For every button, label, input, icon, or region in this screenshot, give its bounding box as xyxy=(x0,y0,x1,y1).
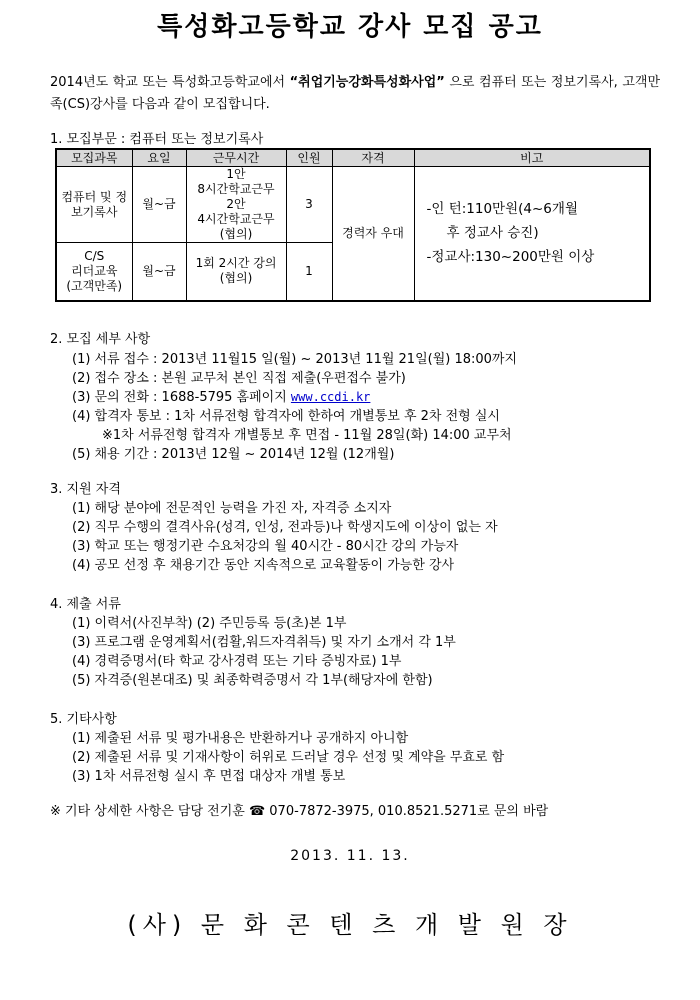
intro-text-after: 으로 컴퓨터 또는 정보기록사, 고객만족(CS)강사를 다음과 같이 모집합니다. xyxy=(50,75,660,112)
recruitment-table xyxy=(55,148,651,302)
section5-heading: 5. 기타사항 xyxy=(50,712,117,727)
col-header-qualification: 자격 xyxy=(332,149,414,167)
cell-days: 월~금 xyxy=(132,243,186,301)
notice-title: 특성화고등학교 강사 모집 공고 xyxy=(157,12,543,42)
section2-heading: 2. 모집 세부 사항 xyxy=(50,332,151,347)
subject-line: (고객만족) xyxy=(66,278,123,293)
section1-heading: 1. 모집부문 : 컴퓨터 또는 정보기록사 xyxy=(50,132,264,147)
notice-date: 2013. 11. 13. xyxy=(290,848,410,864)
section2-item: (5) 채용 기간 : 2013년 12월 ~ 2014년 12월 (12개월) xyxy=(72,447,395,462)
hours-line: (협의) xyxy=(219,227,253,241)
program-name: “취업기능강화특성화사업” xyxy=(289,75,445,90)
hours-line: 1회 2시간 강의 xyxy=(195,256,277,271)
cell-count: 1 xyxy=(286,243,332,301)
organization-signature: (사) 문 화 콘 텐 츠 개 발 원 장 xyxy=(127,911,573,939)
website-link[interactable]: www.ccdi.kr xyxy=(290,390,371,404)
cell-qualification: 경력자 우대 xyxy=(332,167,414,301)
section4-item: (3) 프로그램 운영계획서(컴활,워드자격취득) 및 자기 소개서 각 1부 xyxy=(72,635,456,650)
cell-days: 월~금 xyxy=(132,167,186,243)
section4-item: (1) 이력서(사진부착) (2) 주민등록 등(초)본 1부 xyxy=(72,616,347,631)
cell-subject: 컴퓨터 및 정보기록사 xyxy=(56,167,132,243)
cell-remarks xyxy=(414,167,650,301)
section2-item: (4) 합격자 통보 : 1차 서류전형 합격자에 한하여 개별통보 후 2차 전형 실시 xyxy=(72,409,500,424)
remark-line: 후 정교사 승진) xyxy=(446,225,539,242)
hours-line: 1안 xyxy=(226,167,246,181)
telephone-icon: ☎ xyxy=(248,804,266,819)
contact-note xyxy=(50,800,548,819)
section2-item-contact xyxy=(72,386,370,405)
cell-hours xyxy=(186,243,286,301)
hours-line: 2안 xyxy=(226,197,246,211)
section4-item: (4) 경력증명서(타 학교 강사경력 또는 기타 증빙자료) 1부 xyxy=(72,654,402,669)
hours-line: (협의) xyxy=(219,271,253,286)
remark-line: -정교사:130~200만원 이상 xyxy=(426,249,595,266)
hours-line: 4시간학교근무 xyxy=(197,212,275,226)
section4-item: (5) 자격증(원본대조) 및 최종학력증명서 각 1부(해당자에 한함) xyxy=(72,673,433,688)
subject-line: 리더교육 xyxy=(71,263,118,278)
contact-text: (3) 문의 전화 : 1688-5795 홈페이지 xyxy=(72,390,291,405)
col-header-days: 요일 xyxy=(132,149,186,167)
col-header-subject: 모집과목 xyxy=(56,149,132,167)
section5-item: (1) 제출된 서류 및 평가내용은 반환하거나 공개하지 아니함 xyxy=(72,731,409,746)
section3-item: (4) 공모 선정 후 채용기간 동안 지속적으로 교육활동이 가능한 강사 xyxy=(72,558,455,573)
intro-text-before: 2014년도 학교 또는 특성화고등학교에서 xyxy=(50,75,290,90)
section3-item: (2) 직무 수행의 결격사유(성격, 인성, 전과등)나 학생지도에 이상이 없는 자 xyxy=(72,520,498,535)
col-header-hours: 근무시간 xyxy=(186,149,286,167)
section4-heading: 4. 제출 서류 xyxy=(50,597,121,612)
section2-item: (1) 서류 접수 : 2013년 11월15 일(월) ~ 2013년 11월 21일(월) 18:00까지 xyxy=(72,352,518,367)
section5-item: (3) 1차 서류전형 실시 후 면접 대상자 개별 통보 xyxy=(72,769,346,784)
note-suffix: 070-7872-3975, 010.8521.5271로 문의 바람 xyxy=(265,804,549,819)
subject-line: C/S xyxy=(84,248,105,263)
note-prefix: ※ 기타 상세한 사항은 담당 전기훈 xyxy=(50,804,249,819)
interview-note: ※1차 서류전형 합격자 개별통보 후 면접 - 11월 28일(화) 14:00 교무처 xyxy=(102,428,512,443)
cell-count: 3 xyxy=(286,167,332,243)
col-header-count: 인원 xyxy=(286,149,332,167)
section3-item: (1) 해당 분야에 전문적인 능력을 가진 자, 자격증 소지자 xyxy=(72,501,392,516)
cell-hours xyxy=(186,167,286,243)
section3-item: (3) 학교 또는 행정기관 수요처강의 월 40시간 - 80시간 강의 가능자 xyxy=(72,539,459,554)
table-header-row xyxy=(56,149,650,167)
col-header-remarks: 비고 xyxy=(414,149,650,167)
section3-heading: 3. 지원 자격 xyxy=(50,482,121,497)
remark-line: -인 턴:110만원(4~6개월 xyxy=(426,201,578,218)
cell-subject xyxy=(56,243,132,301)
intro-paragraph xyxy=(50,72,660,116)
hours-line: 8시간학교근무 xyxy=(197,182,275,196)
table-row xyxy=(56,167,650,243)
section2-item: (2) 접수 장소 : 본원 교무처 본인 직접 제출(우편접수 불가) xyxy=(72,371,406,386)
section5-item: (2) 제출된 서류 및 기재사항이 허위로 드러날 경우 선정 및 계약을 무효로 함 xyxy=(72,750,505,765)
